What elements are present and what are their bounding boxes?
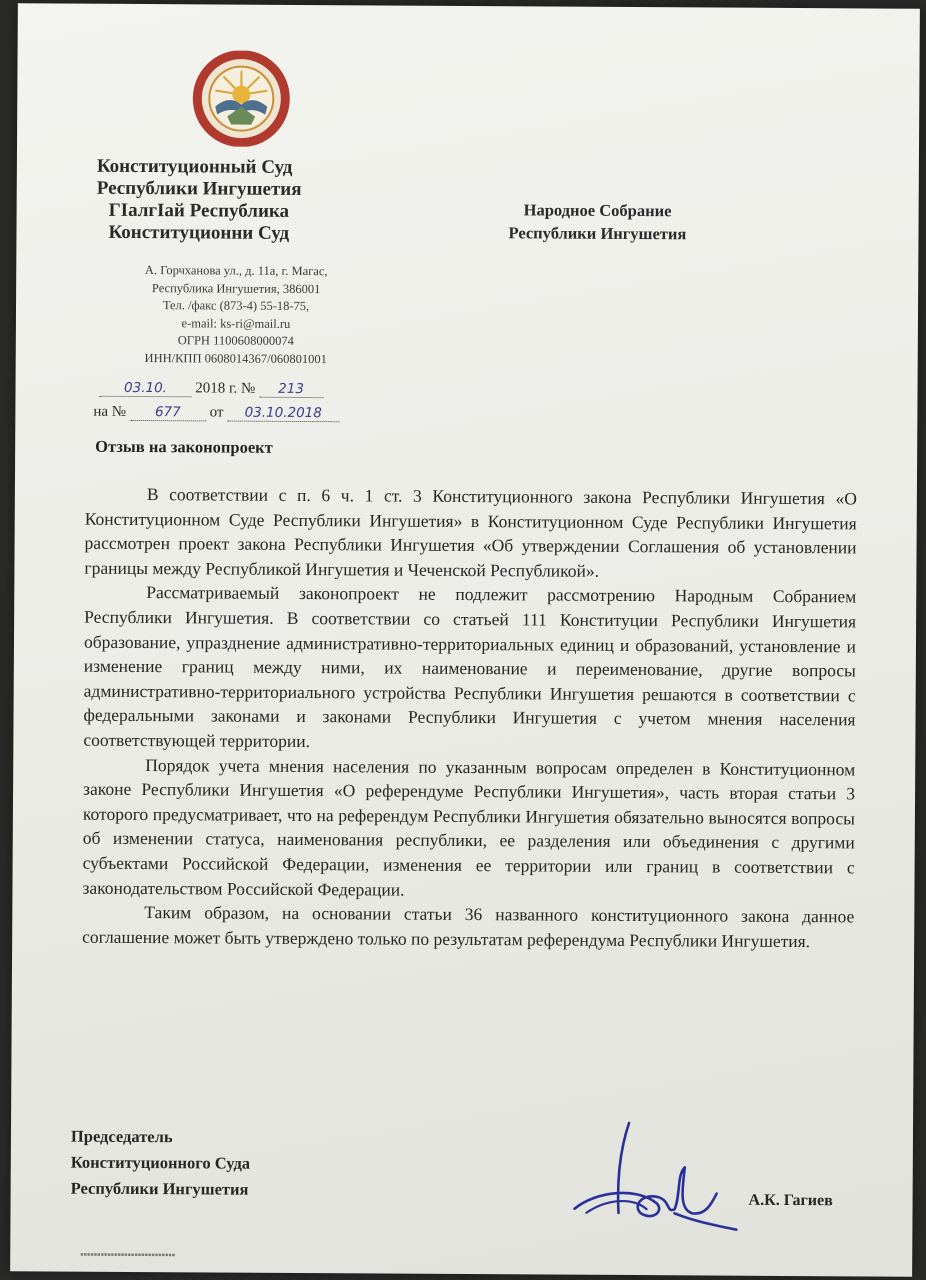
footer-print-mark: ▪▪▪▪▪▪▪▪▪▪▪▪▪▪▪▪▪▪▪▪▪▪▪▪▪▪▪▪ bbox=[80, 1251, 176, 1259]
email-line: e-mail: ks-ri@mail.ru bbox=[181, 315, 291, 331]
phone-line: Тел. /факс (873-4) 55-18-75, bbox=[162, 298, 310, 314]
address-line: Республика Ингушетия, 386001 bbox=[151, 280, 321, 296]
ogrn-line: ОГРН 1100608000074 bbox=[177, 333, 294, 348]
court-name-ru-line2: Республики Ингушетия bbox=[96, 177, 302, 200]
sender-court-name bbox=[96, 156, 301, 245]
court-name-ing-line2: Конституционни Суд bbox=[108, 221, 290, 244]
signer-name: А.К. Гагиев bbox=[748, 1191, 833, 1210]
body-paragraph: Порядок учета мнения населения по указанным вопросам определен в Конституционном законе Республики Ингушетия «О референдуме Республики Ингушетия», часть вторая статьи 3 которого предусматривает, что на референдум Республики Ингушетия обязательно выносятся вопросы об изменении статуса, наименования республики, ее разделения или объединения с другими субъектами Российской Федерации, изменения ее территории или границ в соответствии с законодательством Российской Федерации. bbox=[82, 754, 856, 900]
signer-title-line1: Председатель bbox=[70, 1126, 173, 1147]
addressee-line1: Народное Собрание bbox=[523, 200, 672, 221]
document-page bbox=[10, 3, 920, 1276]
signer-title bbox=[71, 1124, 251, 1203]
address-line: А. Горчханова ул., д. 11а, г. Магас, bbox=[144, 263, 328, 279]
body-paragraph: Рассматриваемый законопроект не подлежит рассмотрению Народным Собранием Республики Ингушетия. В соответствии со статьей 111 Конституции Республики Ингушетия образование, упразднение административно-территориальных единиц и образований, установление и изменение границ между ними, их наименование и переименование, другие вопросы административно-территориального устройства Республики Ингушетия решаются в соответствии с федеральными законами и законами Республики Ингушетия с учетом мнения населения соответствующей территории. bbox=[83, 582, 857, 751]
sender-address bbox=[96, 262, 377, 369]
reference-from-label: от bbox=[209, 404, 224, 421]
handwritten-date: 03.10. bbox=[99, 380, 191, 398]
coat-of-arms-icon bbox=[185, 50, 298, 147]
signer-title-line3: Республики Ингушетия bbox=[70, 1178, 249, 1199]
reference-prefix: на № bbox=[93, 403, 127, 420]
court-name-ru-line1: Конституционный Суд bbox=[96, 155, 293, 178]
handwritten-outgoing-number: 213 bbox=[259, 381, 323, 398]
handwritten-reference-number: 677 bbox=[130, 404, 206, 421]
registration-year-label: 2018 г. № bbox=[195, 380, 256, 397]
addressee-block bbox=[508, 198, 686, 245]
court-name-ing-line1: ГІалгІай Республика bbox=[108, 199, 290, 222]
handwritten-signature bbox=[566, 1117, 743, 1238]
document-subject: Отзыв на законопроект bbox=[95, 436, 273, 457]
registration-reference-line bbox=[93, 404, 339, 423]
signer-title-line2: Конституционного Суда bbox=[70, 1152, 251, 1173]
document-body bbox=[82, 482, 857, 954]
body-paragraph: Таким образом, на основании статьи 36 названного конституционного закона данное соглашение может быть утверждено только по результатам референдума Республики Ингушетия. bbox=[82, 902, 855, 951]
body-paragraph: В соответствии с п. 6 ч. 1 ст. 3 Конституционного закона Республики Ингушетия «О Конституционном Суде Республики Ингушетия» в Конституционном Суде Республики Ингушетия рассмотрен проект закона Республики Ингушетия «Об утверждении Соглашения об установлении границы между Республикой Ингушетия и Чеченской Республикой». bbox=[84, 484, 857, 581]
addressee-line2: Республики Ингушетия bbox=[508, 223, 687, 244]
registration-date-line bbox=[99, 380, 323, 398]
inn-kpp-line: ИНН/КПП 0608014367/060801001 bbox=[144, 350, 327, 366]
handwritten-reference-date: 03.10.2018 bbox=[227, 405, 339, 423]
